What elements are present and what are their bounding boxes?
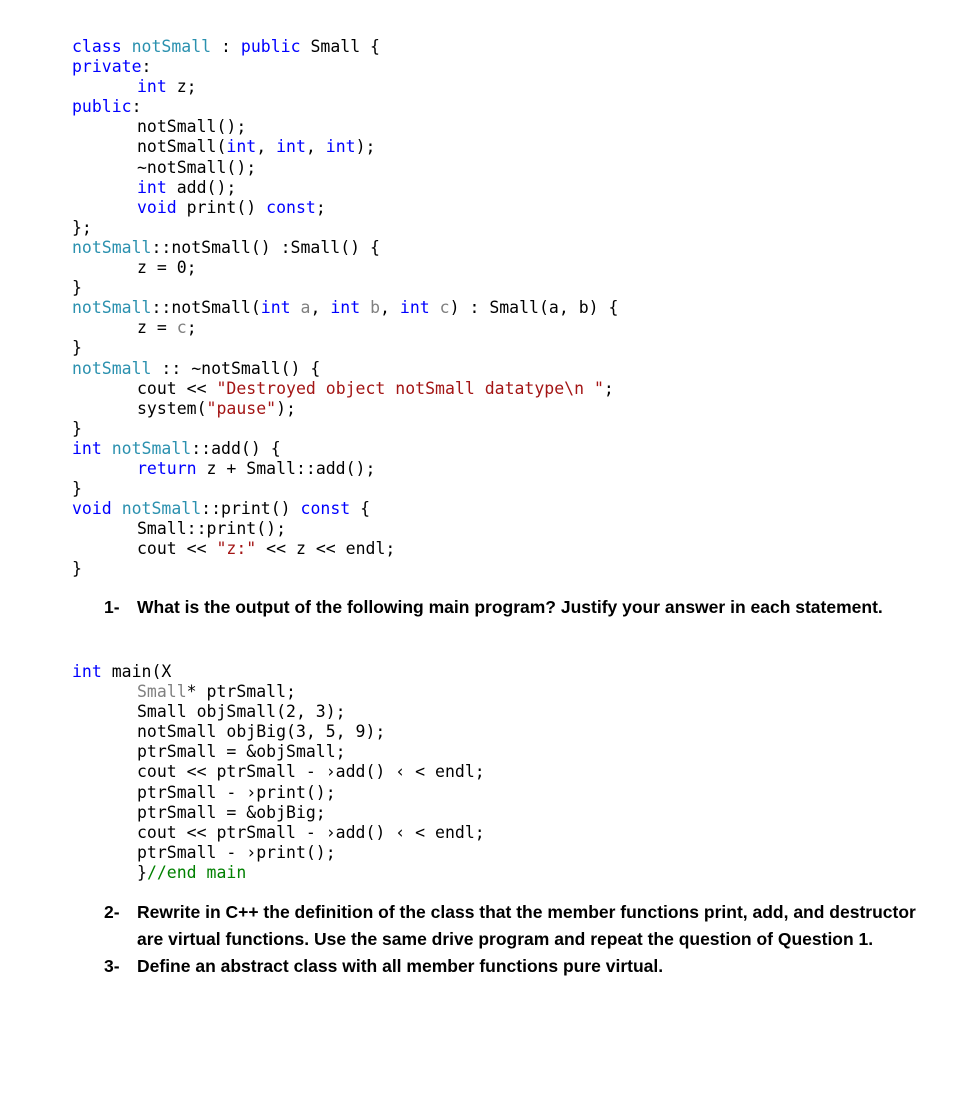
code-line: [72, 238, 618, 258]
code-token: z = 0;: [137, 258, 197, 278]
code-token: //end main: [146, 862, 247, 882]
code-token: int: [226, 137, 257, 157]
code-token: z =: [137, 318, 177, 338]
code-token: :: [131, 97, 142, 117]
code-token: return: [137, 458, 197, 478]
code-token: cout << ptrSmall - ›add() ‹ < endl;: [137, 762, 485, 782]
code-token: ::notSmall(: [151, 298, 261, 318]
code-token: notSmall(: [137, 137, 227, 157]
code-line: [72, 57, 618, 77]
code-token: {: [350, 499, 371, 519]
code-token: << z << endl;: [256, 539, 396, 559]
code-token: ptrSmall = &objBig;: [137, 802, 326, 822]
class-definition-code: [72, 37, 618, 580]
code-token: ptrSmall = &objSmall;: [137, 742, 346, 762]
code-line: [72, 519, 618, 539]
code-token: "Destroyed object notSmall datatype\n ": [216, 378, 604, 398]
code-token: int: [260, 298, 291, 318]
code-token: ;: [315, 197, 326, 217]
code-token: * ptrSmall;: [186, 682, 296, 702]
code-line: [72, 97, 618, 117]
code-token: z + Small::add();: [196, 458, 376, 478]
question-number: 1-: [104, 597, 120, 617]
code-token: "z:": [216, 539, 257, 559]
main-program-code: [72, 662, 485, 883]
code-token: ptrSmall - ›print();: [137, 782, 336, 802]
code-token: notSmall: [131, 37, 212, 56]
code-line: [72, 338, 618, 358]
code-token: [291, 298, 301, 317]
code-line: [72, 539, 618, 559]
question-item: [104, 594, 934, 621]
question-item: [104, 899, 934, 953]
code-token: ,: [310, 298, 331, 318]
question-text: What is the output of the following main program? Justify your answer in each statement.: [137, 597, 883, 617]
code-token: a: [300, 298, 311, 318]
code-token: :: [141, 57, 152, 77]
code-token: int: [330, 298, 361, 318]
code-token: public: [240, 37, 311, 56]
code-token: }: [72, 479, 82, 499]
code-token: int: [72, 662, 102, 681]
code-token: [360, 298, 370, 317]
code-token: int: [72, 438, 102, 458]
code-line: [72, 77, 618, 97]
code-token: );: [355, 137, 376, 157]
code-line: [72, 178, 618, 198]
code-line: [72, 137, 618, 157]
code-token: public: [72, 97, 132, 117]
code-token: notSmall: [121, 499, 202, 519]
code-token: ::add() {: [191, 438, 281, 458]
code-token: void: [137, 197, 177, 217]
code-line: [72, 439, 618, 459]
code-line: [72, 37, 618, 57]
code-line: [72, 459, 618, 479]
code-token: const: [300, 499, 351, 519]
code-line: [72, 399, 618, 419]
code-token: cout <<: [137, 378, 217, 398]
code-token: int: [137, 177, 167, 197]
question-text: Define an abstract class with all member functions pure virtual.: [137, 956, 664, 976]
code-line: [72, 318, 618, 338]
code-token: ,: [256, 137, 277, 157]
question-list-1: [104, 594, 934, 621]
code-line: [72, 662, 485, 682]
code-token: :: ~notSmall() {: [151, 358, 321, 378]
code-token: private: [72, 57, 142, 77]
code-token: c: [439, 298, 450, 318]
code-line: [72, 499, 618, 519]
code-token: }: [72, 559, 82, 579]
code-token: }: [72, 278, 82, 298]
question-item: [104, 953, 934, 980]
code-line: [72, 843, 485, 863]
code-token: );: [276, 398, 296, 418]
code-token: notSmall: [72, 358, 152, 378]
code-line: [72, 682, 485, 702]
code-line: [72, 823, 485, 843]
code-token: Small {: [310, 37, 380, 56]
code-token: ,: [305, 137, 326, 157]
code-token: ~notSmall();: [137, 157, 257, 177]
code-token: Small::print();: [137, 519, 287, 539]
code-line: [72, 762, 485, 782]
code-line: [72, 742, 485, 762]
question-number: 3-: [104, 956, 120, 976]
code-token: }: [72, 338, 82, 358]
code-token: }: [72, 418, 82, 438]
code-token: "pause": [206, 398, 277, 418]
code-line: [72, 559, 618, 579]
code-line: [72, 722, 485, 742]
code-token: cout <<: [137, 539, 217, 559]
code-token: };: [72, 217, 92, 237]
code-token: add();: [166, 177, 237, 197]
code-token: ptrSmall - ›print();: [137, 842, 336, 862]
code-line: [72, 218, 618, 238]
code-token: notSmall();: [137, 117, 247, 137]
code-token: Small objSmall(2, 3);: [137, 702, 346, 722]
code-token: print(): [176, 197, 267, 217]
code-token: Small: [137, 682, 187, 702]
code-token: notSmall: [111, 438, 192, 458]
code-token: main(X: [101, 662, 172, 681]
code-line: [72, 702, 485, 722]
code-token: void: [72, 499, 112, 519]
code-line: [72, 803, 485, 823]
code-line: [72, 359, 618, 379]
question-list-2: [104, 899, 934, 980]
code-line: [72, 278, 618, 298]
code-line: [72, 258, 618, 278]
question-text: Rewrite in C++ the definition of the class that the member functions print, add, and destructor are virtual functions. Use the same drive program and repeat the question of Question 1.: [137, 902, 916, 949]
code-line: [72, 117, 618, 137]
code-line: [72, 298, 618, 318]
code-token: int: [137, 77, 167, 97]
code-token: [112, 499, 122, 518]
code-line: [72, 783, 485, 803]
code-line: [72, 863, 485, 883]
code-token: ) : Small(a, b) {: [449, 298, 619, 318]
code-token: [102, 439, 112, 458]
code-token: ,: [380, 298, 400, 318]
code-line: [72, 479, 618, 499]
code-token: [430, 298, 440, 317]
code-token: notSmall: [72, 298, 152, 318]
code-token: cout << ptrSmall - ›add() ‹ < endl;: [137, 822, 485, 842]
code-token: const: [266, 197, 316, 217]
code-token: ::notSmall() :Small() {: [151, 237, 380, 257]
code-token: notSmall objBig(3, 5, 9);: [137, 722, 386, 742]
code-token: int: [276, 137, 306, 157]
code-token: int: [325, 137, 356, 157]
code-token: }: [137, 862, 147, 882]
question-number: 2-: [104, 902, 120, 922]
code-token: c: [176, 318, 187, 338]
code-line: [72, 198, 618, 218]
code-token: notSmall: [72, 237, 152, 257]
code-line: [72, 158, 618, 178]
code-token: b: [370, 298, 381, 318]
code-token: z;: [166, 77, 197, 97]
code-token: ;: [603, 378, 614, 398]
code-token: ;: [186, 318, 197, 338]
code-token: class: [72, 37, 132, 56]
code-line: [72, 419, 618, 439]
code-token: int: [399, 298, 430, 318]
code-token: :: [211, 37, 241, 56]
code-token: system(: [137, 398, 207, 418]
code-line: [72, 379, 618, 399]
code-token: ::print(): [201, 499, 301, 519]
